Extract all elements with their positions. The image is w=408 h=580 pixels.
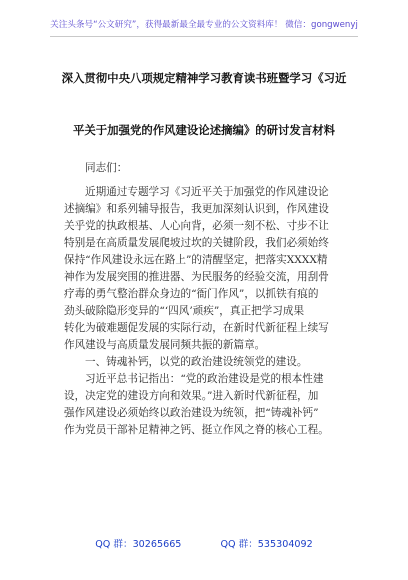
body-line: 特别是在高质量发展爬坡过坎的关键阶段，我们必须始终	[64, 237, 329, 249]
header-banner: 关注头条号“公文研究”，获得最新最全最专业的公文资料库！ 微信：gongwenyj	[50, 20, 358, 30]
body-line: 转化为破难题促发展的实际行动，在新时代新征程上续写	[64, 322, 329, 334]
body-line: 神作为发展突围的推进器、为民服务的经验交流，用刮骨	[64, 271, 329, 283]
document-body	[64, 160, 347, 439]
spacer	[64, 177, 347, 184]
body-line: 强作风建设必须始终以政治建设为统领，把“铸魂补钙”	[64, 407, 319, 419]
footer-qq-group-1: QQ 群：30265665	[95, 539, 182, 550]
body-line: 近期通过专题学习《习近平关于加强党的作风建设论	[85, 186, 329, 198]
document-title-line-2: 平关于加强党的作风建设论述摘编》的研讨发言材料	[73, 123, 335, 137]
footer	[0, 536, 408, 550]
body-line: 作为党员干部补足精神之钙、挺立作风之脊的核心工程。	[64, 424, 329, 436]
document-title-line-1: 深入贯彻中央八项规定精神学习教育读书班暨学习《习近	[61, 71, 347, 85]
body-line: 作风建设与高质量发展同频共振的新篇章。	[64, 339, 266, 351]
body-line: 设，决定党的建设方向和效果。”进入新时代新征程，加	[64, 390, 319, 402]
body-line: 疗毒的勇气整治群众身边的“衙门作风”，以抓铁有痕的	[64, 288, 319, 300]
body-line: 保持“作风建设永远在路上”的清醒坚定，把落实XXXX精	[64, 254, 328, 266]
salutation: 同志们：	[85, 162, 128, 174]
body-line: 述摘编》和系列辅导报告，我更加深刻认识到，作风建设	[64, 203, 329, 215]
section-heading: 一、铸魂补钙，以党的政治建设统领党的建设。	[85, 356, 308, 368]
footer-qq-group-2: QQ 群：535304092	[220, 539, 313, 550]
body-line: 关乎党的执政根基、人心向背，必须一刻不松、寸步不让	[64, 220, 329, 232]
header-divider	[50, 36, 358, 37]
body-line: 习近平总书记指出：“党的政治建设是党的根本性建	[85, 373, 324, 385]
body-line: 劲头破除隐形变异的“‘四风’顽疾”，真正把学习成果	[64, 305, 305, 317]
